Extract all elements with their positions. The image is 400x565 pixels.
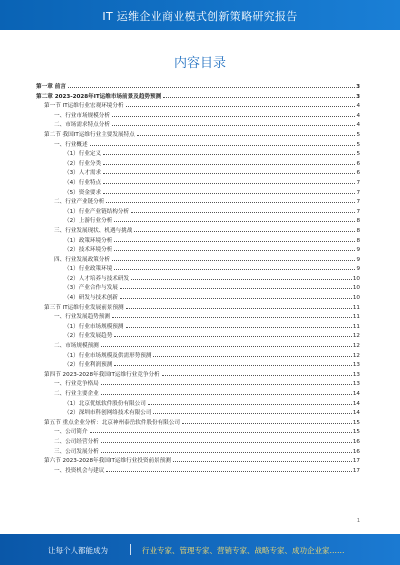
toc-entry-title: 第二节 我国IT运维行业主要发展特点 [44, 131, 135, 138]
toc-entry-title: 二、公司经营分析 [54, 438, 99, 445]
toc-entry-title: 二、行业产业链分析 [54, 199, 105, 206]
toc-entry-page: 16 [352, 448, 360, 455]
toc-entry-page: 17 [352, 467, 360, 474]
toc-entry-title: （2）行业分类 [64, 160, 102, 167]
toc-leader-dots [112, 317, 352, 318]
toc-entry[interactable] [36, 400, 360, 410]
toc-entry[interactable] [36, 227, 360, 237]
toc-entry-title: 第四节 2023-2028年我国IT运维行业竞争分析 [44, 371, 160, 378]
toc-leader-dots [120, 288, 352, 289]
toc-leader-dots [114, 336, 352, 337]
toc-leader-dots [106, 471, 352, 472]
toc-entry-title: （5）资金要求 [64, 189, 102, 196]
toc-entry[interactable] [36, 332, 360, 342]
footer-slogan-right: 行业专家、管理专家、营销专家、战略专家、成功企业家…… [142, 546, 345, 555]
report-title: IT 运维企业商业模式创新策略研究报告 [102, 10, 298, 23]
toc-entry-title: （2）行业利润预测 [64, 362, 113, 369]
toc-leader-dots [182, 423, 352, 424]
toc-entry[interactable] [36, 390, 360, 400]
toc-entry[interactable] [36, 93, 360, 103]
toc-entry-title: （1）北京优炫软件股份有限公司 [64, 400, 146, 407]
toc-entry[interactable] [36, 380, 360, 390]
toc-leader-dots [114, 365, 352, 366]
toc-entry-title: （1）行业产业链结构分析 [64, 208, 130, 215]
toc-entry-title: （1）行业市场规模预测 [64, 323, 124, 330]
toc-entry-page: 7 [356, 199, 360, 206]
table-of-contents [36, 83, 360, 476]
toc-entry-page: 7 [356, 189, 360, 196]
toc-entry-title: 二、市场需求特点分析 [54, 122, 110, 129]
toc-leader-dots [131, 279, 352, 280]
toc-leader-dots [126, 327, 352, 328]
toc-entry[interactable] [36, 150, 360, 160]
toc-heading: 内容目录 [173, 56, 226, 71]
toc-entry-page: 12 [352, 352, 360, 359]
toc-entry-page: 13 [352, 362, 360, 369]
toc-entry[interactable] [36, 323, 360, 333]
toc-leader-dots [90, 145, 356, 146]
toc-entry-title: （3）人才需求 [64, 170, 102, 177]
toc-entry-page: 10 [352, 275, 360, 282]
toc-entry[interactable] [36, 246, 360, 256]
toc-entry-page: 14 [352, 410, 360, 417]
toc-entry-title: （2）深圳市科创网络技术有限公司 [64, 410, 152, 417]
toc-entry-page: 5 [356, 131, 360, 138]
toc-entry[interactable] [36, 160, 360, 170]
toc-entry-title: 一、行业竞争格局 [54, 381, 99, 388]
toc-entry[interactable] [36, 342, 360, 352]
header-banner [0, 0, 400, 30]
toc-entry-title: （1）政策环境分析 [64, 237, 113, 244]
toc-entry-page: 7 [356, 179, 360, 186]
toc-entry[interactable] [36, 467, 360, 477]
toc-entry-page: 8 [356, 227, 360, 234]
toc-leader-dots [134, 231, 355, 232]
toc-entry[interactable] [36, 237, 360, 247]
toc-leader-dots [114, 269, 355, 270]
toc-entry-page: 6 [356, 170, 360, 177]
toc-entry-title: 三、公司发展分析 [54, 448, 99, 455]
toc-entry-page: 16 [352, 438, 360, 445]
toc-entry-title: （4）行业特点 [64, 179, 102, 186]
toc-entry[interactable] [36, 131, 360, 141]
toc-leader-dots [106, 202, 355, 203]
toc-entry[interactable] [36, 304, 360, 314]
toc-entry-page: 4 [356, 112, 360, 119]
toc-entry-title: （2）人才培养与技术研发 [64, 275, 130, 282]
toc-entry-title: （1）行业定义 [64, 151, 102, 158]
toc-entry-title: （2）技术环境分析 [64, 247, 113, 254]
toc-entry[interactable] [36, 409, 360, 419]
toc-entry[interactable] [36, 371, 360, 381]
toc-leader-dots [148, 404, 352, 405]
toc-leader-dots [153, 413, 351, 414]
toc-entry-page: 3 [356, 84, 360, 90]
toc-entry-page: 5 [356, 141, 360, 148]
toc-entry[interactable] [36, 265, 360, 275]
toc-leader-dots [162, 375, 352, 376]
toc-leader-dots [90, 432, 352, 433]
toc-leader-dots [103, 173, 355, 174]
toc-entry[interactable] [36, 112, 360, 122]
toc-entry-page: 10 [352, 295, 360, 302]
toc-entry-page: 9 [356, 256, 360, 263]
toc-leader-dots [112, 116, 355, 117]
toc-entry-title: 三、行业发展现状、机遇与挑战 [54, 227, 133, 234]
toc-entry[interactable] [36, 284, 360, 294]
toc-entry[interactable] [36, 438, 360, 448]
toc-entry[interactable] [36, 275, 360, 285]
toc-leader-dots [103, 193, 355, 194]
toc-entry[interactable] [36, 141, 360, 151]
toc-entry-page: 7 [356, 208, 360, 215]
toc-entry-page: 9 [356, 266, 360, 273]
toc-entry[interactable] [36, 208, 360, 218]
toc-leader-dots [173, 461, 352, 462]
toc-entry-page: 10 [352, 285, 360, 292]
toc-entry-title: （2）上游行业分析 [64, 218, 113, 225]
toc-entry[interactable] [36, 294, 360, 304]
toc-entry[interactable] [36, 448, 360, 458]
toc-entry[interactable] [36, 352, 360, 362]
toc-entry-title: （1）行业政策环境 [64, 266, 113, 273]
toc-entry[interactable] [36, 256, 360, 266]
toc-entry-title: （1）行业市场规模及供需形势预测 [64, 352, 152, 359]
toc-entry-title: （4）研发与技术创新 [64, 295, 118, 302]
toc-leader-dots [120, 298, 352, 299]
page-number: 1 [356, 518, 360, 524]
toc-entry-page: 11 [352, 314, 360, 321]
toc-entry-page: 14 [352, 400, 360, 407]
toc-entry[interactable] [36, 419, 360, 429]
toc-entry-page: 3 [356, 93, 360, 100]
toc-entry[interactable] [36, 457, 360, 467]
toc-leader-dots [103, 183, 355, 184]
toc-entry-title: 第三节 IT运维行业发展前景预测 [44, 304, 124, 311]
toc-entry-title: 一、行业发展趋势预测 [54, 314, 110, 321]
footer-banner [0, 534, 400, 565]
toc-entry-page: 12 [352, 343, 360, 350]
toc-entry-page: 11 [352, 323, 360, 330]
toc-entry[interactable] [36, 169, 360, 179]
toc-entry-page: 13 [352, 371, 360, 378]
toc-entry-page: 4 [356, 122, 360, 129]
toc-entry-title: 一、行业市场规模分析 [54, 112, 110, 119]
toc-entry-page: 4 [356, 103, 360, 110]
toc-entry-page: 17 [352, 458, 360, 465]
toc-entry-page: 11 [352, 304, 360, 311]
toc-leader-dots [112, 260, 355, 261]
toc-leader-dots [114, 221, 355, 222]
toc-entry[interactable] [36, 189, 360, 199]
toc-entry[interactable] [36, 102, 360, 112]
toc-entry-title: （3）产业合作与发展 [64, 285, 118, 292]
toc-leader-dots [114, 241, 355, 242]
toc-entry-page: 5 [356, 151, 360, 158]
toc-entry-title: 第六节 2023-2028年我国IT运维行业投资前景预测 [44, 458, 171, 465]
toc-entry-page: 6 [356, 160, 360, 167]
toc-leader-dots [114, 250, 355, 251]
toc-entry-title: （2）行业发展趋势 [64, 333, 113, 340]
toc-leader-dots [163, 97, 355, 98]
toc-entry-title: 第一章 前言 [36, 84, 66, 90]
toc-leader-dots [101, 452, 352, 453]
toc-entry-page: 8 [356, 218, 360, 225]
toc-entry[interactable] [36, 217, 360, 227]
toc-leader-dots [103, 154, 355, 155]
toc-entry-page: 8 [356, 237, 360, 244]
toc-entry[interactable] [36, 83, 360, 93]
toc-entry-page: 15 [352, 429, 360, 436]
toc-leader-dots [137, 135, 356, 136]
toc-entry[interactable] [36, 179, 360, 189]
toc-entry-title: 二、市场规模预测 [54, 343, 99, 350]
toc-entry-title: 第二章 2023-2028年IT运维市场前景及趋势预测 [36, 93, 162, 100]
toc-leader-dots [112, 125, 355, 126]
toc-entry-page: 13 [352, 381, 360, 388]
toc-entry-title: 二、行业主要企业 [54, 391, 99, 397]
toc-leader-dots [101, 442, 352, 443]
toc-entry-title: 一、公司简介 [54, 429, 88, 436]
toc-leader-dots [103, 164, 355, 165]
toc-entry-page: 12 [352, 333, 360, 340]
toc-entry[interactable] [36, 361, 360, 371]
footer-divider [130, 544, 131, 555]
toc-entry-page: 9 [356, 247, 360, 254]
toc-leader-dots [131, 212, 355, 213]
toc-leader-dots [68, 87, 355, 88]
toc-leader-dots [101, 384, 352, 385]
toc-entry-title: 一、行业概述 [54, 141, 88, 148]
toc-leader-dots [126, 106, 356, 107]
toc-leader-dots [101, 346, 352, 347]
toc-entry-title: 第五节 重点企业分析：北京神州泰岳软件股份有限公司 [44, 419, 181, 426]
toc-entry-page: 15 [352, 419, 360, 426]
footer-slogan-left: 让每个人都能成为 [48, 546, 108, 555]
toc-entry-title: 第一节 IT运维行业宏观环境分析 [44, 103, 124, 110]
toc-entry-title: 一、投资机会与建议 [54, 467, 105, 474]
toc-leader-dots [153, 356, 351, 357]
toc-entry[interactable] [36, 428, 360, 438]
toc-entry-title: 四、行业发展政策分析 [54, 256, 110, 263]
toc-entry[interactable] [36, 313, 360, 323]
toc-entry[interactable] [36, 121, 360, 131]
toc-leader-dots [126, 308, 352, 309]
toc-entry[interactable] [36, 198, 360, 208]
toc-leader-dots [101, 394, 352, 395]
toc-entry-page: 14 [352, 391, 360, 397]
